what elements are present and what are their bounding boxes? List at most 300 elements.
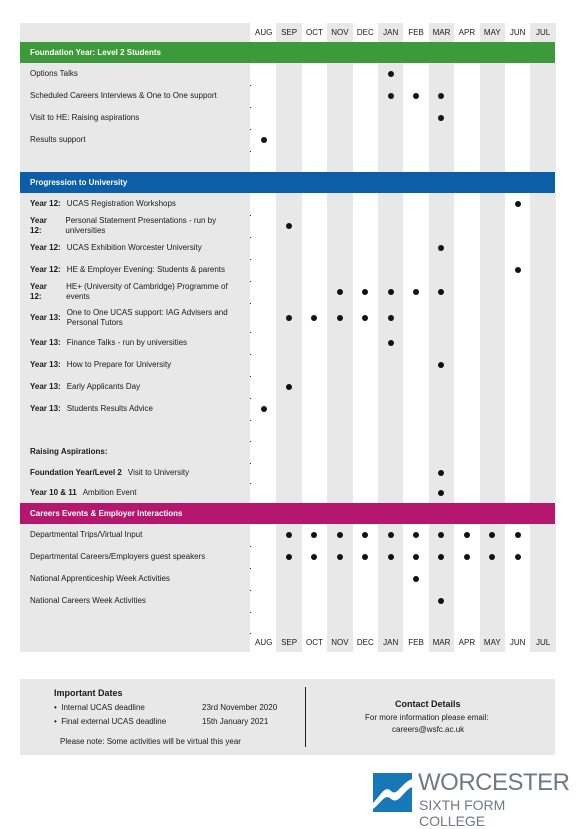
month-cell-jan (378, 281, 403, 303)
month-cell-may (480, 151, 505, 172)
month-cell-jun (505, 85, 530, 107)
activity-text: Students Results Advice (66, 404, 153, 413)
month-label: APR (458, 28, 476, 37)
month-cell-jun (505, 524, 530, 546)
month-label: MAY (483, 28, 501, 37)
logo-subname: SIXTH FORM COLLEGE (419, 797, 506, 829)
activity-row (20, 237, 555, 259)
month-cell-sep (276, 332, 301, 354)
month-label: MAR (432, 28, 451, 37)
month-cell-oct (302, 590, 327, 612)
month-cell-dec (353, 441, 378, 463)
month-cell-sep (276, 107, 301, 129)
month-cell-mar (429, 237, 454, 259)
activity-label (20, 524, 250, 546)
month-cell-feb (403, 303, 428, 332)
month-cell-jul (530, 107, 555, 129)
activity-dot (438, 362, 444, 368)
month-cell-feb (403, 483, 428, 503)
activity-text: National Apprenticeship Week Activities (30, 574, 170, 583)
month-cell-apr (454, 332, 479, 354)
month-cell-sep (276, 281, 301, 303)
contact-email[interactable]: careers@wsfc.ac.uk (392, 725, 465, 734)
activity-prefix: Year 13: (30, 382, 61, 391)
month-label: JUN (509, 28, 526, 37)
activity-row (20, 107, 555, 129)
month-cell-jun (505, 281, 530, 303)
activity-dot (388, 554, 394, 560)
month-cell-feb (403, 524, 428, 546)
month-cell-jul (530, 463, 555, 483)
month-cell-sep (276, 441, 301, 463)
month-cell-oct (302, 215, 327, 237)
month-cell-sep (276, 524, 301, 546)
month-cell-sep (276, 151, 301, 172)
month-cell-nov (327, 546, 352, 568)
activity-text: Visit to HE: Raising aspirations (30, 113, 140, 122)
month-cell-mar (429, 568, 454, 590)
month-cell-aug (251, 524, 276, 546)
month-cell-apr (454, 63, 479, 85)
activity-prefix: Year 13: (30, 338, 61, 347)
activity-text: Ambition Event (82, 488, 137, 497)
activity-row (20, 398, 555, 420)
activity-text: How to Prepare for University (66, 360, 172, 369)
month-cell-nov (327, 215, 352, 237)
month-cell-jul (530, 524, 555, 546)
month-label: JUL (535, 28, 551, 37)
activity-dot (286, 532, 292, 538)
month-cell-jun (505, 376, 530, 398)
month-cell-feb (403, 420, 428, 441)
date-value-1: 23rd November 2020 (202, 703, 278, 712)
activity-dot (362, 315, 368, 321)
month-cell-apr (454, 151, 479, 172)
month-cell-mar (429, 151, 454, 172)
month-cell-feb (403, 237, 428, 259)
date-bullet-2: • Final external UCAS deadline (54, 717, 167, 726)
month-cell-may (480, 107, 505, 129)
month-cell-mar (429, 63, 454, 85)
activity-row (20, 281, 555, 303)
month-cell-nov (327, 63, 352, 85)
month-cell-jan (378, 524, 403, 546)
month-cell-jul (530, 612, 555, 633)
month-cell-may (480, 303, 505, 332)
month-cell-nov (327, 107, 352, 129)
activity-dot (438, 532, 444, 538)
month-cell-nov (327, 281, 352, 303)
month-cell-may (480, 332, 505, 354)
month-cell-aug (251, 151, 276, 172)
activity-label (20, 107, 250, 129)
activity-text: HE+ (University of Cambridge) Programme of events (66, 282, 228, 301)
month-cell-dec (353, 85, 378, 107)
month-cell-apr (454, 376, 479, 398)
month-label: DEC (356, 638, 374, 647)
month-cell-oct (302, 63, 327, 85)
month-cell-nov (327, 420, 352, 441)
month-cell-dec (353, 612, 378, 633)
month-cell-aug (251, 63, 276, 85)
month-cell-mar (429, 332, 454, 354)
month-cell-nov (327, 237, 352, 259)
month-cell-may (480, 237, 505, 259)
activity-label (20, 463, 250, 483)
month-cell-oct (302, 398, 327, 420)
month-cell-aug (251, 612, 276, 633)
month-cell-mar (429, 483, 454, 503)
month-cell-jul (530, 354, 555, 376)
month-cell-dec (353, 420, 378, 441)
activity-row (20, 524, 555, 546)
activity-text: Visit to University (127, 468, 190, 477)
month-cell-jul (530, 281, 555, 303)
activity-dot (438, 115, 444, 121)
activity-dot (388, 532, 394, 538)
month-cell-jan (378, 568, 403, 590)
month-cell-jul (530, 129, 555, 151)
month-cell-apr (454, 483, 479, 503)
activity-text: UCAS Exhibition Worcester University (66, 243, 202, 252)
month-cell-jan (378, 332, 403, 354)
month-cell-aug (251, 441, 276, 463)
month-cell-nov (327, 354, 352, 376)
activity-row (20, 463, 555, 483)
activity-label (20, 590, 250, 612)
month-cell-jun (505, 303, 530, 332)
month-cell-nov (327, 193, 352, 215)
activity-dot (413, 532, 419, 538)
month-cell-may (480, 129, 505, 151)
month-cell-aug (251, 215, 276, 237)
month-cell-sep (276, 398, 301, 420)
month-label: FEB (408, 638, 424, 647)
month-cell-dec (353, 332, 378, 354)
activity-text: Results support (30, 135, 86, 144)
month-cell-feb (403, 441, 428, 463)
month-cell-nov (327, 524, 352, 546)
month-cell-aug (251, 107, 276, 129)
month-cell-may (480, 215, 505, 237)
month-label: MAY (483, 638, 501, 647)
section-bar: Careers Events & Employer Interactions (20, 503, 555, 524)
month-cell-apr (454, 568, 479, 590)
month-cell-nov (327, 332, 352, 354)
activity-dot (286, 384, 292, 390)
month-cell-jan (378, 612, 403, 633)
activity-dot (362, 289, 368, 295)
month-cell-dec (353, 237, 378, 259)
activity-dot (515, 532, 521, 538)
month-cell-jan (378, 398, 403, 420)
month-cell-dec (353, 354, 378, 376)
month-cell-sep (276, 129, 301, 151)
month-cell-apr (454, 215, 479, 237)
month-cell-aug (251, 568, 276, 590)
month-cell-apr (454, 590, 479, 612)
month-cell-dec (353, 63, 378, 85)
month-cell-apr (454, 281, 479, 303)
month-label: JAN (383, 638, 399, 647)
month-cell-jun (505, 354, 530, 376)
month-cell-sep (276, 237, 301, 259)
date-value-2: 15th January 2021 (202, 717, 269, 726)
activity-dot (489, 532, 495, 538)
activity-label (20, 129, 250, 151)
activity-dot (388, 315, 394, 321)
month-cell-oct (302, 259, 327, 281)
activity-dot (311, 315, 317, 321)
month-cell-oct (302, 281, 327, 303)
month-cell-jan (378, 259, 403, 281)
month-cell-jul (530, 63, 555, 85)
month-cell-jun (505, 259, 530, 281)
month-cell-aug (251, 463, 276, 483)
month-cell-dec (353, 193, 378, 215)
month-cell-jul (530, 193, 555, 215)
month-cell-nov (327, 376, 352, 398)
month-cell-aug (251, 85, 276, 107)
month-cell-dec (353, 281, 378, 303)
month-cell-sep (276, 546, 301, 568)
activity-dot (438, 245, 444, 251)
month-cell-apr (454, 441, 479, 463)
month-cell-oct (302, 129, 327, 151)
month-cell-aug (251, 354, 276, 376)
activity-text: Early Applicants Day (66, 382, 141, 391)
activity-text: Scheduled Careers Interviews & One to One support (30, 91, 217, 100)
month-cell-jan (378, 63, 403, 85)
month-cell-feb (403, 332, 428, 354)
wave-logo-icon (373, 773, 412, 812)
important-dates-title: Important Dates (54, 688, 123, 698)
month-cell-nov (327, 151, 352, 172)
month-cell-jan (378, 354, 403, 376)
activity-dot (261, 137, 267, 143)
activity-label (20, 151, 250, 172)
date-bullet-1: • Internal UCAS deadline (54, 703, 145, 712)
month-cell-jun (505, 63, 530, 85)
activity-row (20, 376, 555, 398)
month-cell-may (480, 546, 505, 568)
month-cell-oct (302, 237, 327, 259)
activity-dot (388, 289, 394, 295)
activity-dot (337, 315, 343, 321)
month-cell-sep (276, 303, 301, 332)
info-divider (305, 687, 306, 747)
month-cell-jan (378, 151, 403, 172)
activity-prefix: Year 12: (30, 199, 61, 208)
virtual-note: Please note: Some activities will be virtual this year (60, 737, 241, 746)
contact-title: Contact Details (395, 699, 461, 709)
month-cell-feb (403, 590, 428, 612)
month-cell-oct (302, 441, 327, 463)
activity-label (20, 215, 250, 237)
month-label: MAR (432, 638, 451, 647)
month-cell-jun (505, 398, 530, 420)
month-cell-oct (302, 612, 327, 633)
month-cell-jan (378, 107, 403, 129)
month-cell-mar (429, 524, 454, 546)
month-cell-oct (302, 546, 327, 568)
month-cell-nov (327, 568, 352, 590)
month-cell-apr (454, 354, 479, 376)
activity-dot (286, 223, 292, 229)
month-cell-aug (251, 546, 276, 568)
month-cell-dec (353, 568, 378, 590)
month-cell-oct (302, 463, 327, 483)
activity-label (20, 612, 250, 633)
month-cell-feb (403, 398, 428, 420)
month-cell-feb (403, 215, 428, 237)
month-cell-mar (429, 612, 454, 633)
month-cell-oct (302, 303, 327, 332)
month-cell-jun (505, 107, 530, 129)
activity-prefix: Year 12: (30, 216, 47, 235)
month-cell-sep (276, 420, 301, 441)
month-cell-apr (454, 546, 479, 568)
activity-row (20, 483, 555, 503)
activity-dot (464, 554, 470, 560)
month-cell-may (480, 441, 505, 463)
activity-dot (413, 93, 419, 99)
date-label-2: Final external UCAS deadline (61, 717, 167, 726)
month-label: JUN (509, 638, 526, 647)
activity-text: Options Talks (30, 69, 78, 78)
activity-dot (311, 532, 317, 538)
month-cell-jan (378, 483, 403, 503)
month-cell-dec (353, 398, 378, 420)
month-cell-dec (353, 259, 378, 281)
activity-label (20, 354, 250, 376)
month-cell-dec (353, 524, 378, 546)
month-cell-may (480, 483, 505, 503)
activity-dot (438, 554, 444, 560)
month-cell-jul (530, 398, 555, 420)
month-label: AUG (255, 28, 273, 37)
month-cell-may (480, 463, 505, 483)
month-cell-dec (353, 303, 378, 332)
activity-dot (438, 598, 444, 604)
month-cell-sep (276, 193, 301, 215)
month-cell-jan (378, 420, 403, 441)
month-cell-apr (454, 612, 479, 633)
month-cell-mar (429, 215, 454, 237)
activity-dot (286, 554, 292, 560)
activity-text: Personal Statement Presentations - run by universities (65, 216, 217, 235)
activity-label (20, 376, 250, 398)
activity-dot (413, 576, 419, 582)
activity-text: One to One UCAS support: IAG Advisers and Personal Tutors (66, 307, 228, 327)
month-cell-feb (403, 281, 428, 303)
activity-row (20, 259, 555, 281)
month-label: SEP (281, 28, 298, 37)
activity-row (20, 568, 555, 590)
month-cell-jan (378, 463, 403, 483)
month-cell-may (480, 590, 505, 612)
month-cell-nov (327, 612, 352, 633)
month-cell-oct (302, 332, 327, 354)
section-bar: Progression to University (20, 172, 555, 193)
date-label-1: Internal UCAS deadline (61, 703, 145, 712)
month-label: NOV (331, 638, 349, 647)
month-cell-nov (327, 259, 352, 281)
month-cell-jul (530, 85, 555, 107)
month-cell-feb (403, 129, 428, 151)
month-cell-may (480, 63, 505, 85)
contact-line: For more information please email: (365, 713, 489, 722)
month-cell-jun (505, 151, 530, 172)
activity-label (20, 85, 250, 107)
activity-dot (362, 554, 368, 560)
month-cell-sep (276, 483, 301, 503)
activity-dot (261, 406, 267, 412)
activity-dot (413, 554, 419, 560)
month-label: DEC (356, 28, 374, 37)
month-cell-jun (505, 420, 530, 441)
logo-name: WORCESTER (418, 769, 570, 796)
month-cell-oct (302, 376, 327, 398)
month-cell-may (480, 612, 505, 633)
activity-prefix: Year 12: (30, 265, 61, 274)
month-cell-jul (530, 441, 555, 463)
month-cell-aug (251, 398, 276, 420)
month-cell-may (480, 568, 505, 590)
activity-dot (286, 315, 292, 321)
month-cell-jan (378, 546, 403, 568)
month-cell-feb (403, 463, 428, 483)
activity-dot (515, 201, 521, 207)
month-cell-aug (251, 420, 276, 441)
month-cell-aug (251, 193, 276, 215)
activity-dot (438, 470, 444, 476)
month-cell-feb (403, 354, 428, 376)
college-logo (373, 769, 570, 829)
month-cell-nov (327, 463, 352, 483)
month-cell-apr (454, 129, 479, 151)
activity-row (20, 129, 555, 151)
activity-label (20, 193, 250, 215)
activity-dot (438, 289, 444, 295)
month-cell-sep (276, 568, 301, 590)
blank-row (20, 151, 555, 172)
month-cell-dec (353, 151, 378, 172)
month-cell-feb (403, 259, 428, 281)
month-cell-may (480, 85, 505, 107)
month-cell-aug (251, 259, 276, 281)
month-cell-feb (403, 612, 428, 633)
month-cell-mar (429, 259, 454, 281)
month-cell-jul (530, 303, 555, 332)
month-cell-nov (327, 441, 352, 463)
activity-label (20, 546, 250, 568)
activity-row (20, 590, 555, 612)
month-cell-sep (276, 63, 301, 85)
month-cell-aug (251, 332, 276, 354)
month-cell-mar (429, 107, 454, 129)
month-cell-apr (454, 524, 479, 546)
activity-dot (464, 532, 470, 538)
month-cell-apr (454, 398, 479, 420)
month-cell-mar (429, 354, 454, 376)
month-cell-jul (530, 568, 555, 590)
month-cell-dec (353, 483, 378, 503)
month-label: OCT (306, 638, 323, 647)
activity-label (20, 259, 250, 281)
activity-dot (413, 289, 419, 295)
month-cell-oct (302, 151, 327, 172)
